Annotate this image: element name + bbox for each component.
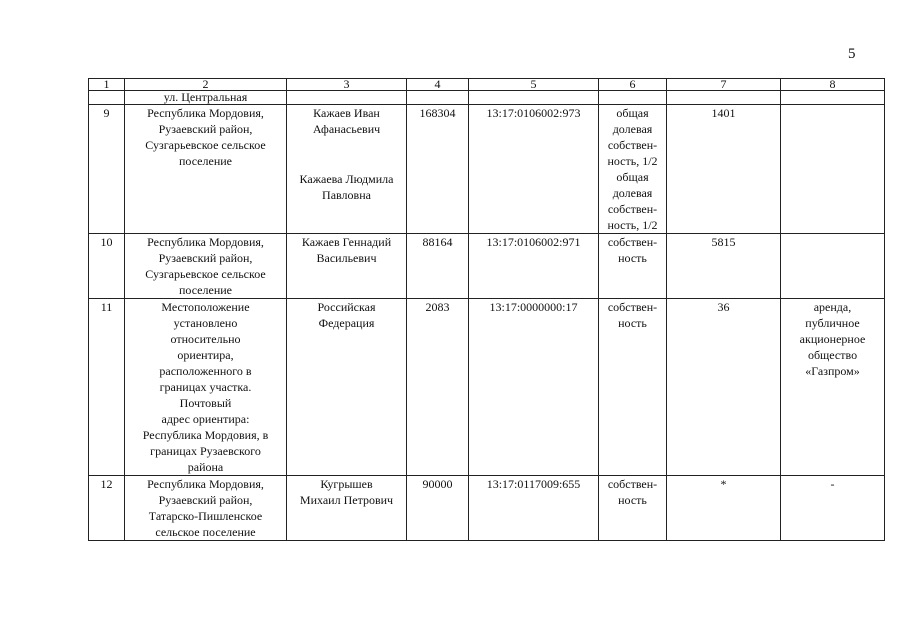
owner-spacer bbox=[289, 137, 404, 171]
continuation-cadastral-cell bbox=[469, 91, 599, 105]
value-cell: 5815 bbox=[667, 234, 781, 299]
land-registry-table bbox=[88, 78, 885, 541]
row-number: 9 bbox=[89, 105, 125, 234]
owner-name: Кажаев Иван Афанасьевич bbox=[312, 106, 381, 136]
cadastral-number-cell: 13:17:0106002:973 bbox=[469, 105, 599, 234]
area-cell: 88164 bbox=[407, 234, 469, 299]
note-cell bbox=[781, 234, 885, 299]
column-header-2: 2 bbox=[125, 79, 287, 91]
cadastral-number-cell: 13:17:0106002:971 bbox=[469, 234, 599, 299]
table-row bbox=[89, 476, 885, 541]
note-cell: аренда, публичное акционерное общество «Газпром» bbox=[781, 299, 885, 476]
owner-cell: Кажаев Геннадий Васильевич bbox=[287, 234, 407, 299]
address-cell: Республика Мордовия, Рузаевский район, Татарско-Пишленское сельское поселение bbox=[125, 476, 287, 541]
column-header-4: 4 bbox=[407, 79, 469, 91]
owner-cell: Кугрышев Михаил Петрович bbox=[287, 476, 407, 541]
owner-cell bbox=[287, 105, 407, 234]
address-cell: Местоположение установлено относительно ориентира, расположенного в границах участка. Почтовый адрес ориентира: Республика Мордовия, в границах Рузаевского района bbox=[125, 299, 287, 476]
row-number: 10 bbox=[89, 234, 125, 299]
continuation-area-cell bbox=[407, 91, 469, 105]
address-cell: Республика Мордовия, Рузаевский район, Сузгарьевское сельское поселение bbox=[125, 105, 287, 234]
column-number-row bbox=[89, 79, 885, 91]
continuation-row bbox=[89, 91, 885, 105]
right-type-cell: общая долевая собствен- ность, 1/2 общая долевая собствен- ность, 1/2 bbox=[599, 105, 667, 234]
continuation-num-cell bbox=[89, 91, 125, 105]
cadastral-number-cell: 13:17:0000000:17 bbox=[469, 299, 599, 476]
continuation-note-cell bbox=[781, 91, 885, 105]
area-cell: 90000 bbox=[407, 476, 469, 541]
continuation-owner-cell bbox=[287, 91, 407, 105]
table-row bbox=[89, 234, 885, 299]
owner-name: Кажаева Людмила Павловна bbox=[299, 172, 394, 202]
right-type-cell: собствен- ность bbox=[599, 234, 667, 299]
column-header-6: 6 bbox=[599, 79, 667, 91]
column-header-5: 5 bbox=[469, 79, 599, 91]
right-type-cell: собствен- ность bbox=[599, 476, 667, 541]
page-number: 5 bbox=[848, 46, 856, 62]
continuation-address: ул. Центральная bbox=[125, 91, 287, 105]
column-header-3: 3 bbox=[287, 79, 407, 91]
value-cell: 36 bbox=[667, 299, 781, 476]
continuation-value-cell bbox=[667, 91, 781, 105]
value-cell: * bbox=[667, 476, 781, 541]
continuation-right-cell bbox=[599, 91, 667, 105]
column-header-8: 8 bbox=[781, 79, 885, 91]
column-header-7: 7 bbox=[667, 79, 781, 91]
row-number: 11 bbox=[89, 299, 125, 476]
address-cell: Республика Мордовия, Рузаевский район, Сузгарьевское сельское поселение bbox=[125, 234, 287, 299]
table-row bbox=[89, 299, 885, 476]
note-cell: - bbox=[781, 476, 885, 541]
note-cell bbox=[781, 105, 885, 234]
area-cell: 168304 bbox=[407, 105, 469, 234]
cadastral-number-cell: 13:17:0117009:655 bbox=[469, 476, 599, 541]
table-row bbox=[89, 105, 885, 234]
value-cell: 1401 bbox=[667, 105, 781, 234]
row-number: 12 bbox=[89, 476, 125, 541]
right-type-cell: собствен- ность bbox=[599, 299, 667, 476]
area-cell: 2083 bbox=[407, 299, 469, 476]
column-header-1: 1 bbox=[89, 79, 125, 91]
owner-cell: Российская Федерация bbox=[287, 299, 407, 476]
